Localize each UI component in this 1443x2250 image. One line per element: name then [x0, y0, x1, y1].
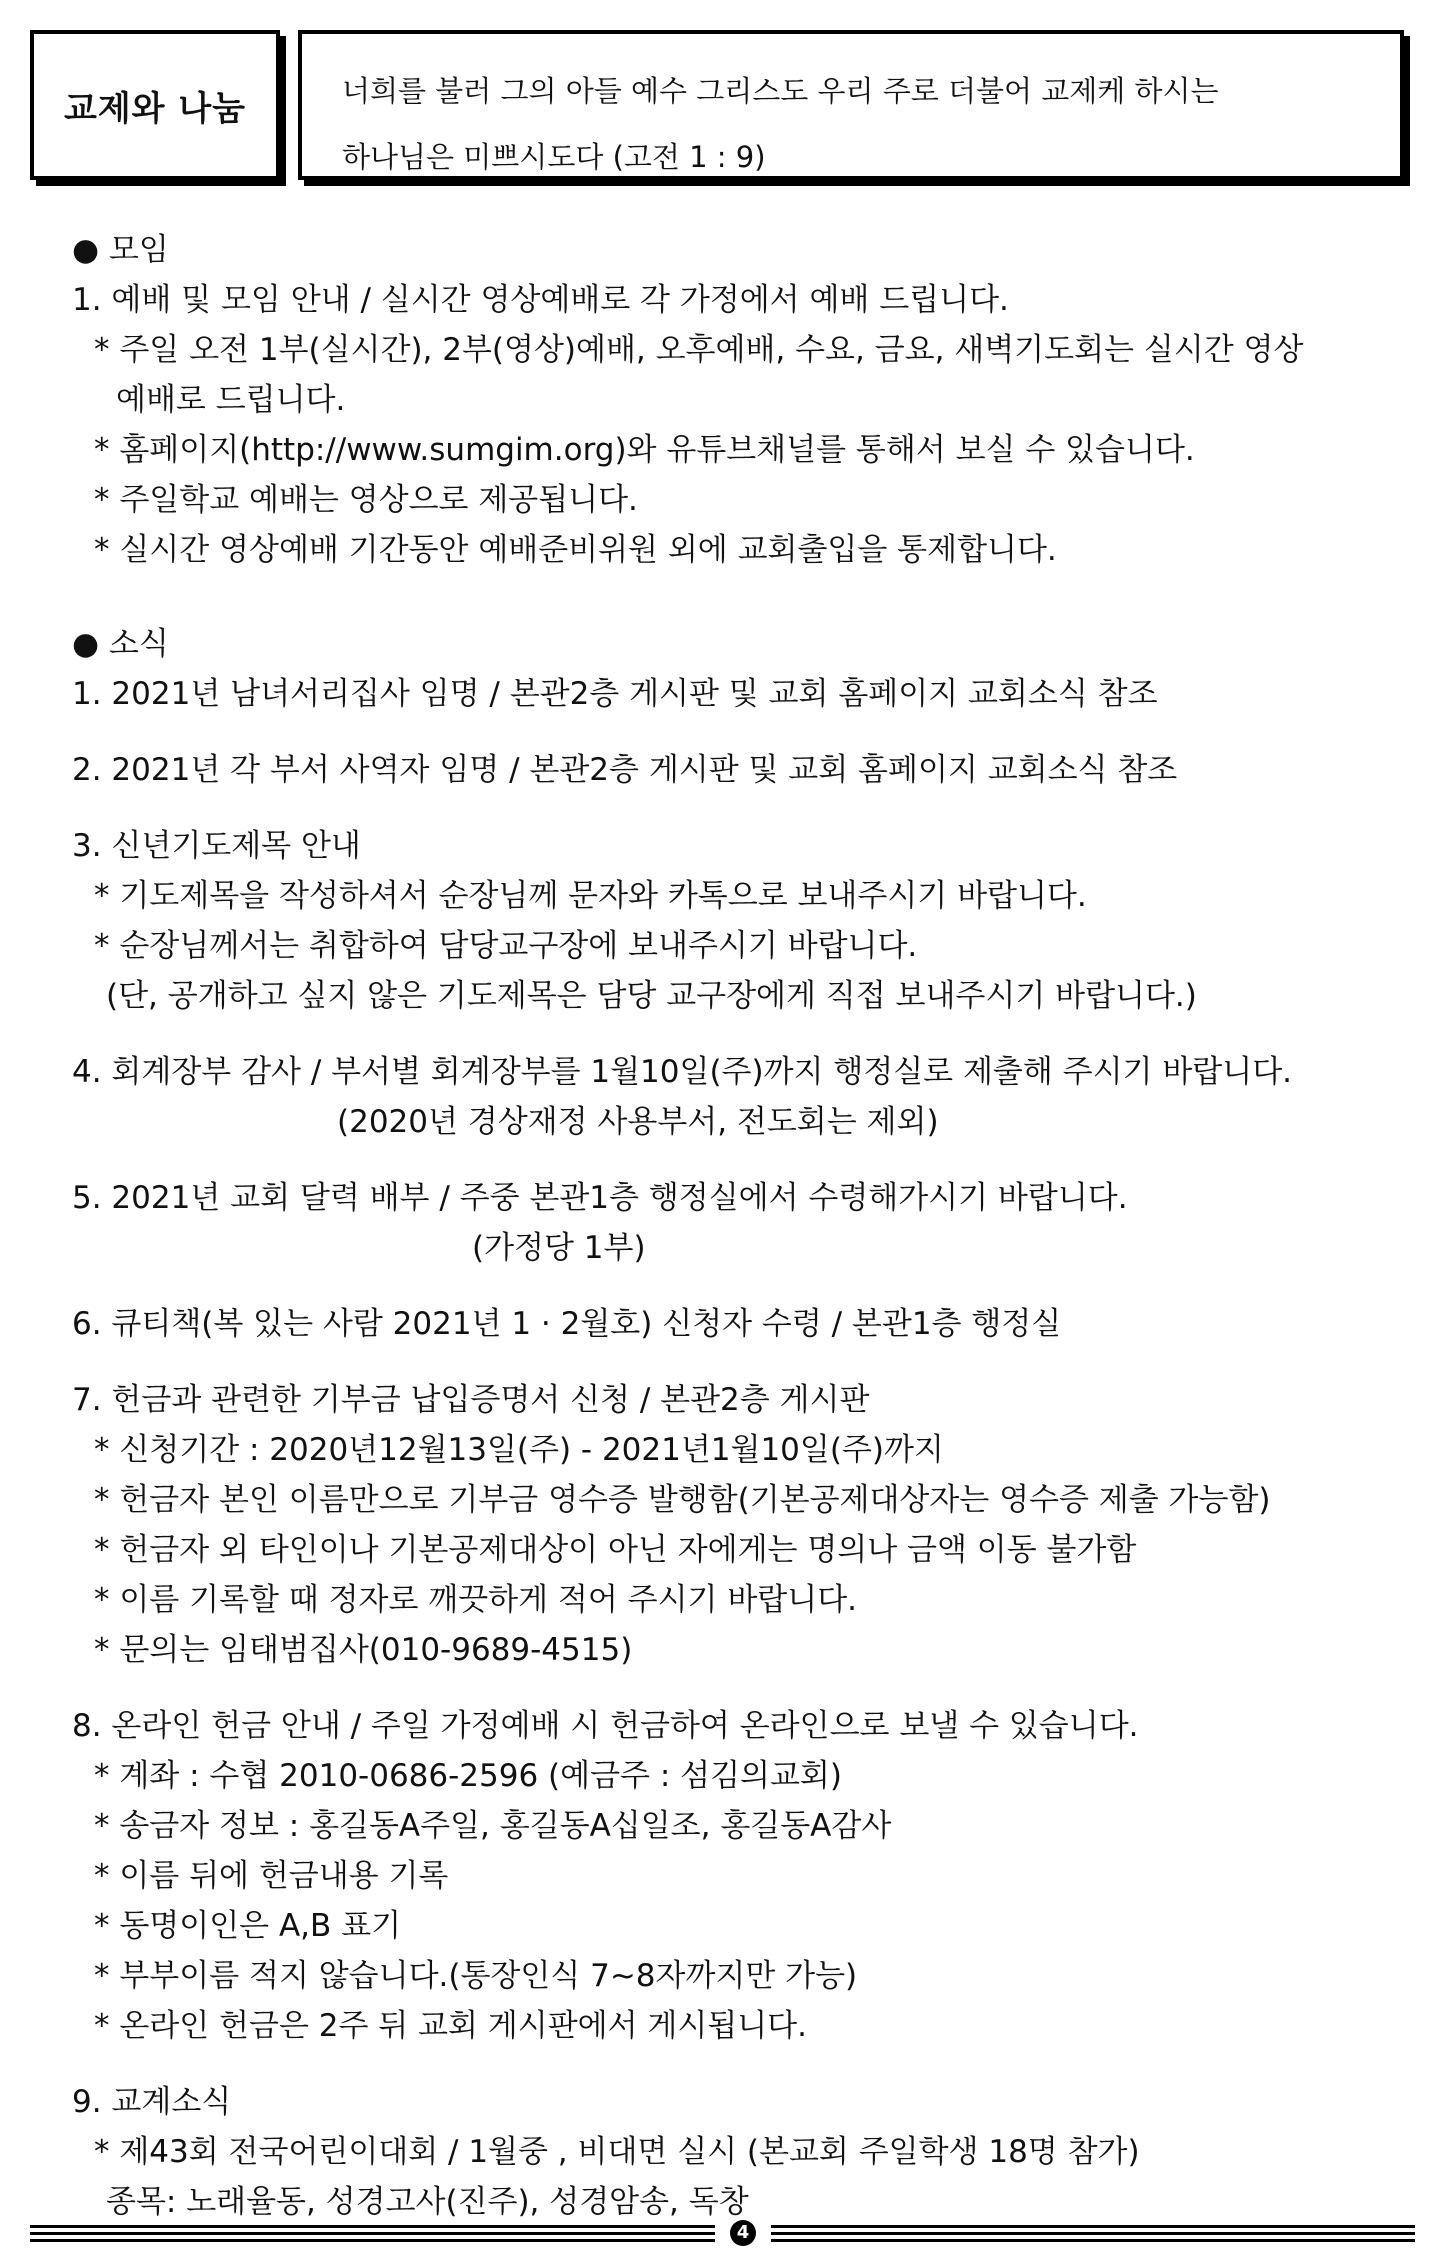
footer-rule-right [771, 2232, 1415, 2235]
news-item-1: 1. 2021년 남녀서리집사 임명 / 본관2층 게시판 및 교회 홈페이지 교회소식 참조 [72, 676, 1158, 712]
news-item-4-note: (2020년 경상재정 사용부서, 전도회는 제외) [337, 1104, 939, 1140]
verse-line: 너희를 불러 그의 아들 예수 그리스도 우리 주로 더불어 교제케 하시는 [342, 74, 1219, 108]
news-item-7-note: * 신청기간 : 2020년12월13일(주) - 2021년1월10일(주)까지 [94, 1432, 944, 1468]
meeting-item-1-note: * 주일 오전 1부(실시간), 2부(영상)예배, 오후예배, 수요, 금요, 새벽기도회는 실시간 영상 [94, 332, 1304, 368]
meeting-item-1-note-cont: 예배로 드립니다. [116, 382, 346, 418]
meeting-item-1-note: * 실시간 영상예배 기간동안 예배준비위원 외에 교회출입을 통제합니다. [94, 532, 1057, 568]
news-item-3-note: (단, 공개하고 싶지 않은 기도제목은 담당 교구장에게 직접 보내주시기 바랍니다.) [106, 978, 1197, 1014]
news-item-2: 2. 2021년 각 부서 사역자 임명 / 본관2층 게시판 및 교회 홈페이지 교회소식 참조 [72, 752, 1178, 788]
footer-rule-right [771, 2225, 1415, 2228]
page-header [30, 30, 1415, 190]
news-item-7-note: * 헌금자 외 타인이나 기본공제대상이 아닌 자에게는 명의나 금액 이동 불가함 [94, 1532, 1137, 1568]
news-heading: ● 소식 [72, 626, 169, 662]
meeting-item-1-note: * 홈페이지(http://www.sumgim.org)와 유튜브채널를 통해서 보실 수 있습니다. [94, 432, 1195, 468]
news-item-8-note: * 부부이름 적지 않습니다.(통장인식 7~8자까지만 가능) [94, 1958, 858, 1994]
footer-rule-left [30, 2239, 715, 2242]
news-item-3: 3. 신년기도제목 안내 [72, 828, 361, 864]
news-item-7: 7. 헌금과 관련한 기부금 납입증명서 신청 / 본관2층 게시판 [72, 1382, 870, 1418]
verse-box [298, 30, 1404, 180]
news-item-3-note: * 순장님께서는 취합하여 담당교구장에 보내주시기 바랍니다. [94, 928, 918, 964]
news-item-7-note: * 문의는 임태범집사(010-9689-4515) [94, 1632, 633, 1668]
footer-rule-right [771, 2239, 1415, 2242]
page-footer [30, 2220, 1415, 2246]
news-item-8: 8. 온라인 헌금 안내 / 주일 가정예배 시 헌금하여 온라인으로 보낼 수 있습니다. [72, 1708, 1139, 1744]
news-item-9: 9. 교계소식 [72, 2084, 232, 2120]
meeting-item-1-note: * 주일학교 예배는 영상으로 제공됩니다. [94, 482, 638, 518]
news-item-5: 5. 2021년 교회 달력 배부 / 주중 본관1층 행정실에서 수령해가시기 바랍니다. [72, 1180, 1128, 1216]
news-item-8-note: * 이름 뒤에 헌금내용 기록 [94, 1858, 449, 1894]
footer-rule-left [30, 2232, 715, 2235]
news-item-8-note: * 동명이인은 A,B 표기 [94, 1908, 402, 1944]
footer-rule-left [30, 2225, 715, 2228]
meeting-item-1: 1. 예배 및 모임 안내 / 실시간 영상예배로 각 가정에서 예배 드립니다. [72, 282, 1009, 318]
news-item-8-note: * 송금자 정보 : 홍길동A주일, 홍길동A십일조, 홍길동A감사 [94, 1808, 892, 1844]
news-item-9-note: 종목: 노래율동, 성경고사(진주), 성경암송, 독창 [106, 2184, 749, 2220]
news-item-7-note: * 헌금자 본인 이름만으로 기부금 영수증 발행함(기본공제대상자는 영수증 제출 가능함) [94, 1482, 1271, 1518]
news-item-9-note: * 제43회 전국어린이대회 / 1월중 , 비대면 실시 (본교회 주일학생 18명 참가) [94, 2134, 1140, 2170]
news-item-8-note: * 계좌 : 수협 2010-0686-2596 (예금주 : 섬김의교회) [94, 1758, 842, 1794]
bulletin-content [72, 225, 1402, 2227]
news-item-4: 4. 회계장부 감사 / 부서별 회계장부를 1월10일(주)까지 행정실로 제출해 주시기 바랍니다. [72, 1054, 1292, 1090]
news-item-5-note: (가정당 1부) [472, 1230, 646, 1266]
page-number: 4 [730, 2220, 756, 2246]
section-title: 교제와 나눔 [30, 30, 280, 180]
news-item-6: 6. 큐티책(복 있는 사람 2021년 1 · 2월호) 신청자 수령 / 본관1층 행정실 [72, 1306, 1062, 1342]
news-item-3-note: * 기도제목을 작성하셔서 순장님께 문자와 카톡으로 보내주시기 바랍니다. [94, 878, 1087, 914]
meeting-heading: ● 모임 [72, 232, 169, 268]
news-item-8-note: * 온라인 헌금은 2주 뒤 교회 게시판에서 게시됩니다. [94, 2008, 807, 2044]
verse-reference-line: 하나님은 미쁘시도다 (고전 1 : 9) [342, 140, 766, 174]
news-item-7-note: * 이름 기록할 때 정자로 깨끗하게 적어 주시기 바랍니다. [94, 1582, 857, 1618]
